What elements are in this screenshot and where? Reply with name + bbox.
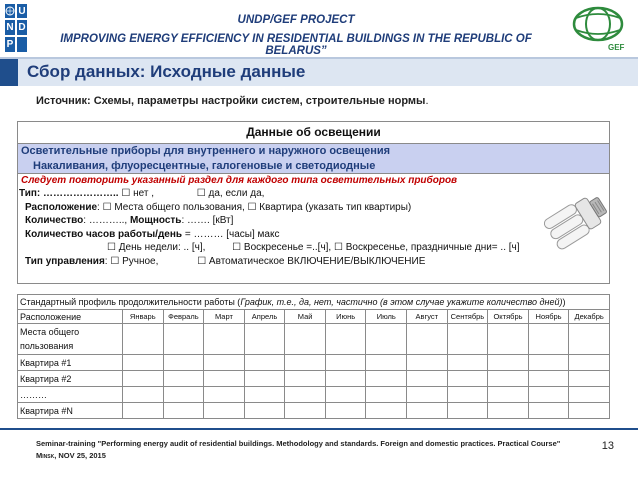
table-cell[interactable] xyxy=(447,387,488,403)
table-cell[interactable] xyxy=(366,403,407,419)
sunday-options[interactable]: ☐ Воскресенье =..[ч], ☐ Воскресенье, праздничные дни= .. [ч] xyxy=(232,242,520,254)
table-cell[interactable] xyxy=(407,403,448,419)
table-row xyxy=(18,355,610,371)
table-cell[interactable] xyxy=(569,355,610,371)
control-manual-option[interactable]: : ☐ Ручное, xyxy=(104,255,159,267)
table-cell[interactable] xyxy=(366,355,407,371)
table-cell[interactable] xyxy=(488,387,529,403)
location-label: Расположение xyxy=(25,201,98,213)
table-cell[interactable] xyxy=(285,387,326,403)
month-header: Апрель xyxy=(244,310,285,324)
caption-start: Стандартный профиль продолжительности работы ( xyxy=(20,297,241,307)
table-cell[interactable] xyxy=(407,324,448,355)
row-label: Квартира #2 xyxy=(18,371,123,387)
quantity-power-line xyxy=(18,214,609,228)
table-cell[interactable] xyxy=(488,403,529,419)
gef-label: GEF xyxy=(608,43,625,52)
table-cell[interactable] xyxy=(123,355,164,371)
table-cell[interactable] xyxy=(528,355,569,371)
quantity-value[interactable]: : ……….., xyxy=(83,215,130,227)
month-header: Июнь xyxy=(325,310,366,324)
table-cell[interactable] xyxy=(569,324,610,355)
footer-seminar-line: Seminar-training "Performing energy audit of residential buildings. Methodology and standards. Foreign and domestic practices. Practical Course" xyxy=(36,439,561,448)
footer xyxy=(36,438,560,462)
power-label: Мощность xyxy=(129,215,182,227)
table-row xyxy=(18,387,610,403)
table-cell[interactable] xyxy=(569,403,610,419)
table-cell[interactable] xyxy=(528,324,569,355)
table-cell[interactable] xyxy=(366,387,407,403)
lighting-data-box xyxy=(17,121,610,284)
table-cell[interactable] xyxy=(366,371,407,387)
table-cell[interactable] xyxy=(123,371,164,387)
schedule-caption xyxy=(18,295,610,310)
hours-value[interactable]: = ……… [часы] макс xyxy=(182,228,280,240)
location-column-header: Расположение xyxy=(18,310,123,324)
table-cell[interactable] xyxy=(285,355,326,371)
slide-title: Сбор данных: Исходные данные xyxy=(27,62,306,81)
cfl-bulb-icon xyxy=(532,184,612,256)
month-header: Декабрь xyxy=(569,310,610,324)
month-header: Ноябрь xyxy=(528,310,569,324)
table-cell[interactable] xyxy=(285,371,326,387)
table-cell[interactable] xyxy=(569,371,610,387)
month-header: Сентябрь xyxy=(447,310,488,324)
table-cell[interactable] xyxy=(163,403,204,419)
un-emblem-icon xyxy=(4,3,16,19)
table-cell[interactable] xyxy=(447,371,488,387)
type-label: Тип: ………………….. xyxy=(19,188,119,199)
logo-letter-d: D xyxy=(16,19,28,36)
table-row xyxy=(18,324,610,355)
schedule-header-row xyxy=(18,310,610,324)
lighting-heading: Данные об освещении xyxy=(18,122,609,144)
control-line xyxy=(18,255,609,269)
table-cell[interactable] xyxy=(244,324,285,355)
caption-italic: График, т.е., да, нет, частично (в этом случае укажите количество дней) xyxy=(240,297,563,307)
logo-letter-n: N xyxy=(4,19,16,36)
table-cell[interactable] xyxy=(204,403,245,419)
repeat-note: Следует повторить указанный раздел для каждого типа осветительных приборов xyxy=(21,175,458,186)
row-label: Квартира #N xyxy=(18,403,123,419)
table-cell[interactable] xyxy=(204,371,245,387)
table-cell[interactable] xyxy=(366,324,407,355)
table-cell[interactable] xyxy=(447,355,488,371)
table-cell[interactable] xyxy=(244,371,285,387)
table-cell[interactable] xyxy=(285,403,326,419)
page-number: 13 xyxy=(601,440,614,452)
table-cell[interactable] xyxy=(407,371,448,387)
table-cell[interactable] xyxy=(569,387,610,403)
table-cell[interactable] xyxy=(325,371,366,387)
table-cell[interactable] xyxy=(163,324,204,355)
table-cell[interactable] xyxy=(244,403,285,419)
hours-line xyxy=(18,228,609,242)
slide-title-bar xyxy=(0,57,638,86)
days-line xyxy=(18,241,609,255)
gef-logo xyxy=(568,2,630,54)
table-cell[interactable] xyxy=(407,355,448,371)
table-cell[interactable] xyxy=(488,355,529,371)
project-title-line2: IMPROVING ENERGY EFFICIENCY IN RESIDENTIAL BUILDINGS IN THE REPUBLIC OF BELARUS” xyxy=(60,33,532,57)
table-cell[interactable] xyxy=(528,403,569,419)
table-cell[interactable] xyxy=(285,324,326,355)
month-header: Март xyxy=(204,310,245,324)
table-cell[interactable] xyxy=(204,387,245,403)
month-header: Август xyxy=(407,310,448,324)
footer-rule xyxy=(0,428,638,430)
month-header: Октябрь xyxy=(488,310,529,324)
table-row xyxy=(18,371,610,387)
caption-end: ) xyxy=(562,297,566,307)
table-cell[interactable] xyxy=(325,387,366,403)
source-text: Источник: Схемы, параметры настройки систем, строительные нормы xyxy=(36,95,426,107)
schedule-table xyxy=(17,294,610,419)
weekday-option[interactable]: ☐ День недели: .. [ч], xyxy=(107,242,206,254)
project-title-line1: UNDP/GEF PROJECT xyxy=(237,14,355,26)
table-cell[interactable] xyxy=(123,403,164,419)
undp-logo xyxy=(4,3,28,53)
fixtures-line1: Осветительные приборы для внутреннего и наружного освещения xyxy=(21,145,391,157)
table-cell[interactable] xyxy=(244,355,285,371)
table-cell[interactable] xyxy=(163,355,204,371)
table-cell[interactable] xyxy=(528,371,569,387)
location-options[interactable]: : ☐ Места общего пользования, ☐ Квартира (указать тип квартиры) xyxy=(97,201,412,213)
table-cell[interactable] xyxy=(123,324,164,355)
fixtures-band xyxy=(18,144,609,174)
month-header: Февраль xyxy=(163,310,204,324)
quantity-label: Количество xyxy=(25,215,84,227)
table-cell[interactable] xyxy=(244,387,285,403)
schedule-caption-row xyxy=(18,295,610,310)
table-cell[interactable] xyxy=(528,387,569,403)
title-accent xyxy=(0,59,18,86)
table-cell[interactable] xyxy=(163,371,204,387)
table-cell[interactable] xyxy=(204,324,245,355)
footer-location-date: Minsk, NOV 25, 2015 xyxy=(36,451,106,460)
table-cell[interactable] xyxy=(447,324,488,355)
table-cell[interactable] xyxy=(163,387,204,403)
table-cell[interactable] xyxy=(447,403,488,419)
type-no-option[interactable]: ☐ нет , xyxy=(118,188,155,199)
logo-letter-u: U xyxy=(16,3,28,19)
row-label: Квартира #1 xyxy=(18,355,123,371)
gef-globe-icon xyxy=(568,2,630,54)
table-cell[interactable] xyxy=(488,324,529,355)
control-label: Тип управления xyxy=(25,255,105,267)
control-auto-option[interactable]: ☐ Автоматическое ВКЛЮЧЕНИЕ/ВЫКЛЮЧЕНИЕ xyxy=(197,255,426,267)
month-header: Январь xyxy=(123,310,164,324)
logo-blank xyxy=(16,36,28,53)
table-cell[interactable] xyxy=(123,387,164,403)
hours-label: Количество часов работы/день xyxy=(25,228,183,240)
source-period: . xyxy=(425,95,429,107)
table-cell[interactable] xyxy=(204,355,245,371)
table-cell[interactable] xyxy=(325,355,366,371)
month-header: Июль xyxy=(366,310,407,324)
type-yes-option[interactable]: ☐ да, если да, xyxy=(196,188,265,199)
type-line xyxy=(18,187,609,201)
table-cell[interactable] xyxy=(325,403,366,419)
location-line xyxy=(18,201,609,215)
row-label: Места общего пользования xyxy=(18,324,123,355)
logo-letter-p: P xyxy=(4,36,16,53)
source-line xyxy=(36,95,429,107)
month-header: Май xyxy=(285,310,326,324)
table-cell[interactable] xyxy=(488,371,529,387)
fixtures-line2: Накаливания, флуоресцентные, галогеновые и светодиодные xyxy=(33,159,376,172)
row-label: ……… xyxy=(18,387,123,403)
table-cell[interactable] xyxy=(407,387,448,403)
power-value[interactable]: : ……. [кВт] xyxy=(181,215,234,227)
table-row xyxy=(18,403,610,419)
table-cell[interactable] xyxy=(325,324,366,355)
